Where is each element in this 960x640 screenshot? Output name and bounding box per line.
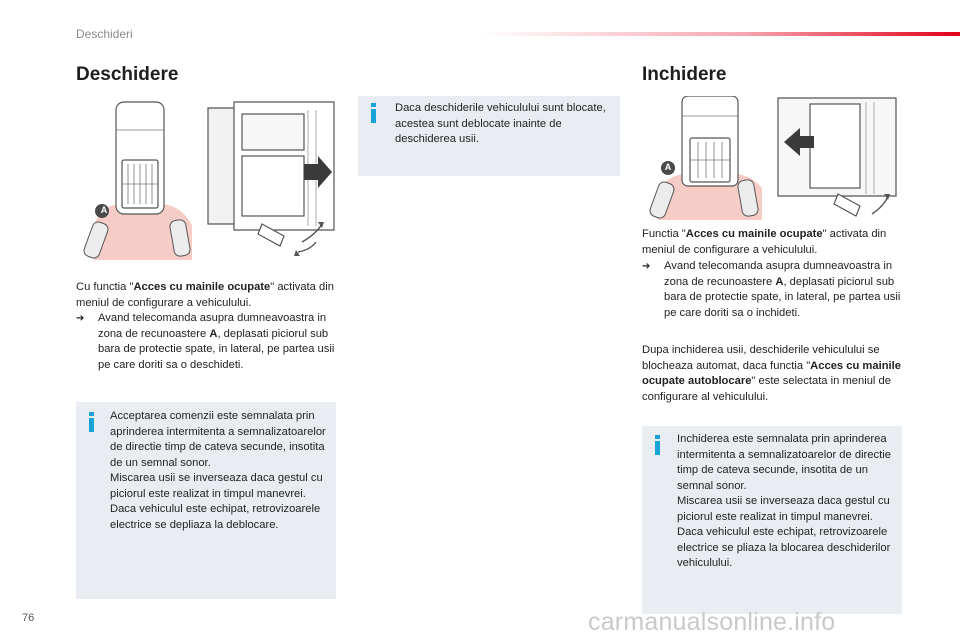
info-paragraph: Daca deschiderile vehiculului sunt blocate, acestea sunt deblocate inainte de deschiderea usii. xyxy=(395,102,606,145)
closing-info-box xyxy=(642,426,902,614)
opening-step: ➔ Avand telecomanda asupra dumneavoastra in zona de recunoastere A, deplasati piciorul sub bara de protectie spate, in lateral, pe partea usii pe care doriti sa o deschideti. xyxy=(76,311,340,373)
heading-deschidere: Deschidere xyxy=(76,64,179,85)
zone-a-label: A xyxy=(100,205,108,215)
locked-info-box xyxy=(358,96,620,176)
feature-name: Acces cu mainile ocupate autoblocare xyxy=(642,359,901,387)
opening-intro: Cu functia "Acces cu mainile ocupate" activata din meniul de configurare a vehiculului. xyxy=(76,281,334,309)
info-icon xyxy=(655,435,660,455)
van-rear-closing-gesture-illustration xyxy=(774,96,902,224)
heading-inchidere: Inchidere xyxy=(642,64,727,85)
feature-name: Acces cu mainile ocupate xyxy=(133,281,271,293)
info-paragraph: Daca vehiculul este echipat, retrovizoarele electrice se pliaza la blocarea deschiderilor vehiculului. xyxy=(677,526,891,569)
section-title: Deschideri xyxy=(76,27,133,41)
info-paragraph: Acceptarea comenzii este semnalata prin aprinderea intermitenta a semnalizatoarelor de directie timp de cateva secunde, insotita de un semnal sonor. xyxy=(110,410,326,469)
zone-a-label: A xyxy=(664,162,672,172)
van-top-view-illustration xyxy=(76,100,204,268)
arrow-bullet-icon: ➔ xyxy=(76,313,85,324)
info-icon xyxy=(89,412,94,432)
info-paragraph: Inchiderea este semnalata prin aprinderea intermitenta a semnalizatoarelor de directie timp de cateva secunde, insotita de un semnal sonor. xyxy=(677,433,891,492)
info-paragraph: Miscarea usii se inverseaza daca gestul cu piciorul este realizat in timpul manevrei. xyxy=(677,495,890,523)
info-paragraph: Daca vehiculul este echipat, retrovizoarele electrice se depliaza la deblocare. xyxy=(110,503,321,531)
closing-intro: Functia "Acces cu mainile ocupate" activata din meniul de configurare a vehiculului. xyxy=(642,228,887,256)
header-accent-line xyxy=(480,32,960,36)
info-icon xyxy=(371,103,376,123)
feature-name: Acces cu mainile ocupate xyxy=(685,228,823,240)
autolock-paragraph: Dupa inchiderea usii, deschiderile vehiculului se blocheaza automat, daca functia "Acces cu mainile ocupate autoblocare" este selectata in meniul de configurare al vehiculului. xyxy=(642,344,901,403)
closing-step: ➔ Avand telecomanda asupra dumneavoastra in zona de recunoastere A, deplasati piciorul sub bara de protectie spate, in lateral, pe partea usii pe care doriti sa o inchideti. xyxy=(642,259,906,321)
watermark: carmanualsonline.info xyxy=(588,608,836,636)
page-number: 76 xyxy=(22,612,35,624)
arrow-bullet-icon: ➔ xyxy=(642,261,651,272)
opening-info-box xyxy=(76,402,336,599)
van-top-view-closing-illustration xyxy=(648,96,772,224)
info-paragraph: Miscarea usii se inverseaza daca gestul cu piciorul este realizat in timpul manevrei. xyxy=(110,472,323,500)
van-rear-foot-gesture-illustration xyxy=(206,100,338,268)
